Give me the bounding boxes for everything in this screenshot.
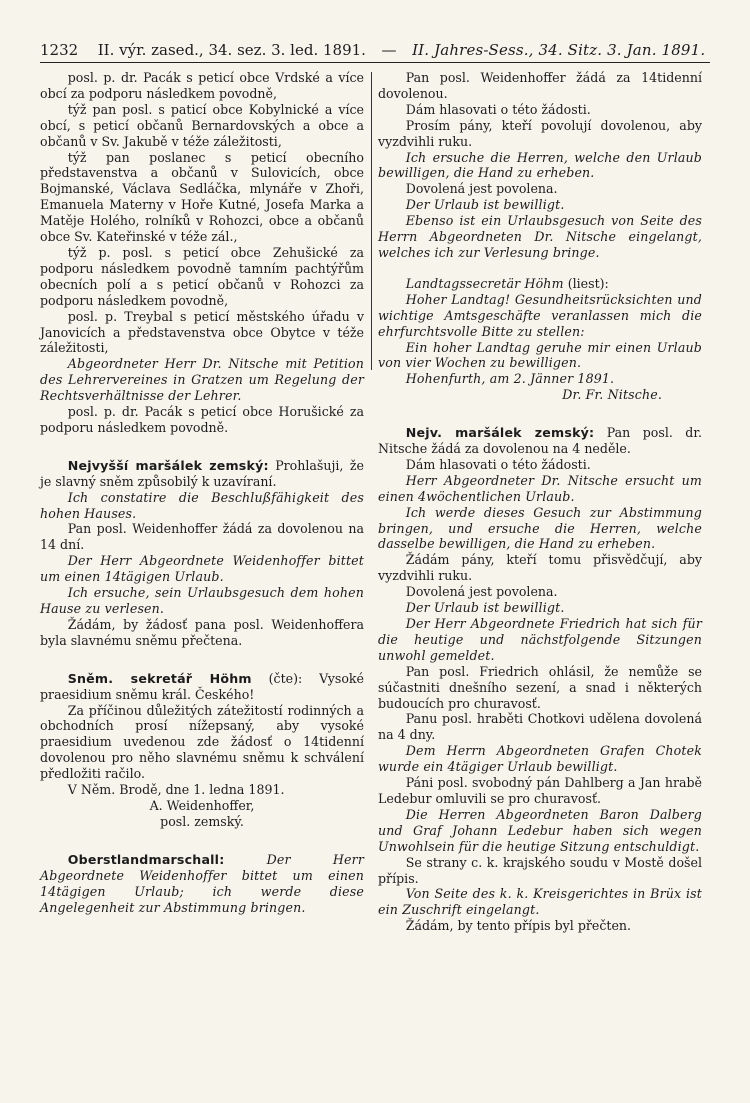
- speech-paragraph: Žádám, by tento přípis byl přečten.: [405, 918, 632, 934]
- page-number: 1232: [40, 41, 79, 59]
- speech-paragraph: Ich ersuche, sein Urlaubsgesuch dem hohen Hause zu verlesen.: [40, 585, 364, 616]
- speaker-name: Nejvyšší maršálek zemský:: [67, 457, 269, 473]
- petition-entry: Abgeordneter Herr Dr. Nitsche mit Petition des Lehrervereines in Gratzen um Regelung der Rechtsverhältnisse der Lehrer.: [40, 356, 364, 404]
- letter-body: Hoher Landtag! Gesundheitsrücksichten und wichtige Amtsgeschäfte veranlassen mich die ehrfurchtsvolle Bitte zu stellen:: [378, 291, 702, 339]
- right-column: [378, 70, 702, 934]
- speech-paragraph: [40, 671, 364, 703]
- speech-text: Der Herr Abgeordnete Weidenhoffer bittet um einen 14tägigen Urlaub; ich werde diese Angelegenheit zur Abstimmung bringen.: [40, 851, 364, 915]
- header-title-german: II. Jahres-Sess., 34. Sitz. 3. Jan. 1891.: [412, 41, 706, 59]
- speech-paragraph: Pan posl. Weidenhoffer žádá za dovolenou na 14 dní.: [40, 521, 364, 553]
- left-column: [40, 70, 364, 915]
- petition-entry: týž pan poslanec s peticí obecního představenstva a občanů v Sulovicích, obce Bojmanské, Václava Sedláčka, mlynáře v Zhoři, Emanuela Materny v Hoře Kutné, Josefa Marka a Matěje Holého, rolníků v Rohozci, obce a občanů obce Sv. Kateřinské v téže zál.,: [40, 149, 364, 245]
- header-separator: —: [381, 41, 397, 59]
- speech-paragraph: Dovolená jest povolena.: [405, 181, 558, 197]
- speech-text: Prohlašuji, že je slavný sněm způsobilý k uzavíraní.: [40, 457, 364, 489]
- speech-paragraph: Herr Abgeordneter Dr. Nitsche ersucht um einen 4wöchentlichen Urlaub.: [378, 472, 702, 504]
- letter-body: Ein hoher Landtag geruhe mir einen Urlaub von vier Wochen zu bewilligen.: [378, 339, 702, 371]
- petition-entry: týž pan posl. s paticí obce Kobylnické a více obcí, s peticí občanů Bernardovských a obce a občanů v Sv. Jakubě v téže záležitosti,: [40, 101, 364, 149]
- speech-paragraph: Der Herr Abgeordnete Friedrich hat sich für die heutige und nächstfolgende Sitzungen unwohl gemeldet.: [378, 616, 702, 663]
- petition-entry: týž p. posl. s peticí obce Zehušické za podporu následkem povodně tamním pachtýřům obecních polí a s peticí občanů v Rohozci za podporu následkem povodně,: [40, 244, 364, 308]
- speaker-name: Sněm. sekretář Höhm: [67, 670, 252, 686]
- speech-paragraph: Der Urlaub ist bewilligt.: [405, 600, 565, 616]
- speech-paragraph: Ich ersuche die Herren, welche den Urlaub bewilligen, die Hand zu erheben.: [378, 149, 702, 181]
- speech-paragraph: [378, 425, 702, 457]
- speech-paragraph: Páni posl. svobodný pán Dahlberg a Jan hrabě Ledebur omluvili se pro churavosť.: [378, 775, 702, 806]
- petition-entry: posl. p. dr. Pacák s peticí obce Vrdské a více obcí za podporu následkem povodně,: [40, 70, 364, 101]
- speech-paragraph: Ich constatire die Beschlußfähigkeit des hohen Hauses.: [40, 489, 364, 521]
- speech-paragraph: Žádám pány, kteří tomu přisvědčují, aby vyzdvihli ruku.: [378, 552, 702, 584]
- speech-paragraph: Der Urlaub ist bewilligt.: [405, 197, 565, 213]
- speech-paragraph: Se strany c. k. krajského soudu v Mostě došel přípis.: [378, 854, 702, 886]
- speech-paragraph: Dám hlasovati o této žádosti.: [405, 456, 591, 472]
- letter-body: Za příčinou důležitých zátežitostí rodinných a obchodních prosí nížepsaný, aby vysoké praesidium uvedenou zde žádosť o 14tidenní dovolenou pro něho slavnému sněmu k schválení předložiti račilo.: [40, 702, 364, 782]
- column-divider: [371, 72, 372, 370]
- speech-paragraph: [378, 276, 702, 292]
- speech-text: Pan posl. dr. Nitsche žádá za dovolenou na 4 neděle.: [378, 425, 702, 457]
- speech-paragraph: Panu posl. hraběti Chotkovi udělena dovolená na 4 dny.: [378, 711, 702, 743]
- speech-paragraph: Žádám, by žádosť pana posl. Weidenhoffera byla slavnému sněmu přečtena.: [40, 616, 364, 648]
- speech-paragraph: Pan posl. Friedrich ohlásil, že nemůže se súčastniti dnešního sezení, a snad i některých budoucích pro churavosť.: [378, 663, 702, 711]
- letter-dateline: Hohenfurth, am 2. Jänner 1891.: [405, 371, 615, 387]
- speech-paragraph: Ebenso ist ein Urlaubsgesuch von Seite des Herrn Abgeordneten Dr. Nitsche eingelangt, welches ich zur Verlesung bringe.: [378, 213, 702, 260]
- speech-text: (čte): Vysoké praesidium sněmu král. Českého!: [40, 670, 364, 702]
- speech-paragraph: Pan posl. Weidenhoffer žádá za 14tidenní dovolenou.: [378, 70, 702, 101]
- text-columns: [40, 70, 710, 1080]
- petition-entry: posl. p. Treybal s peticí městského úřadu v Janovicích a představenstva obce Obytce v téže záležitosti,: [40, 308, 364, 356]
- speaker-name: Landtagssecretär Höhm: [405, 275, 564, 291]
- speech-paragraph: Von Seite des k. k. Kreisgerichtes in Brüx ist ein Zuschrift eingelangt.: [378, 886, 702, 918]
- speech-paragraph: Prosím pány, kteří povolují dovolenou, aby vyzdvihli ruku.: [378, 117, 702, 149]
- letter-signature: A. Weidenhoffer,: [149, 797, 255, 813]
- speech-paragraph: Dám hlasovati o této žádosti.: [405, 101, 591, 117]
- letter-signature-title: posl. zemský.: [160, 813, 244, 829]
- speech-paragraph: Der Herr Abgeordnete Weidenhoffer bittet um einen 14tägigen Urlaub.: [40, 553, 364, 585]
- letter-signature: Dr. Fr. Nitsche.: [562, 387, 662, 403]
- speech-paragraph: [40, 852, 364, 916]
- petition-entry: posl. p. dr. Pacák s peticí obce Horušické za podporu následkem povodně.: [40, 404, 364, 435]
- speaker-name: Nejv. maršálek zemský:: [405, 425, 595, 441]
- speech-paragraph: Ich werde dieses Gesuch zur Abstimmung bringen, und ersuche die Herren, welche dasselbe bewilligen, die Hand zu erheben.: [378, 504, 702, 552]
- speech-paragraph: [40, 458, 364, 490]
- letter-dateline: V Něm. Brodě, dne 1. ledna 1891.: [67, 782, 285, 798]
- speech-text: (liest):: [567, 275, 609, 291]
- header-title-czech: II. výr. zased., 34. sez. 3. led. 1891.: [97, 41, 366, 59]
- speech-paragraph: Dem Herrn Abgeordneten Grafen Chotek wurde ein 4tägiger Urlaub bewilligt.: [378, 743, 702, 775]
- speaker-name: Oberstlandmarschall:: [67, 851, 225, 867]
- speech-paragraph: Dovolená jest povolena.: [405, 584, 558, 600]
- speech-paragraph: Die Herren Abgeordneten Baron Dalberg und Graf Johann Ledebur haben sich wegen Unwohlsein für die heutige Sitzung entschuldigt.: [378, 806, 702, 854]
- page-header: [40, 38, 710, 63]
